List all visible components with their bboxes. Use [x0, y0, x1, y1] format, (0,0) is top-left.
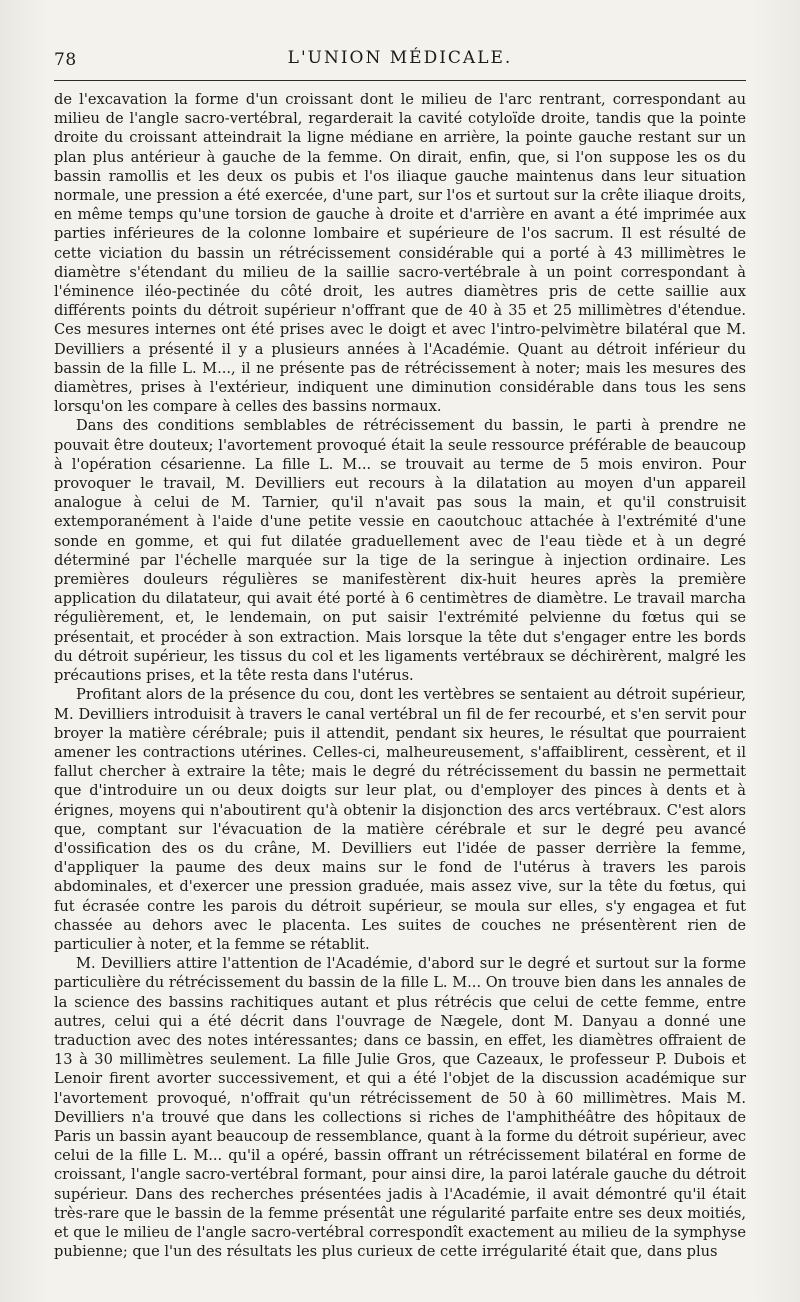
page-number: 78: [54, 50, 77, 70]
header-rule: [54, 80, 746, 81]
paragraph-4: M. Devilliers attire l'attention de l'Académie, d'abord sur le degré et surtout sur la forme particulière du rétrécissement du bassin de la fille L. M... On trouve bien dans les annales de la science des bassins rachitiques autant et plus rétrécis que celui de cette femme, entre autres, celui qui a été décrit dans l'ouvrage de Nægele, dont M. Danyau a donné une traduction avec des notes intéressantes; dans ce bassin, en effet, les diamètres offraient de 13 à 30 millimètres seulement. La fille Julie Gros, que Cazeaux, le professeur P. Dubois et Lenoir firent avorter successivement, et qui a été l'objet de la discussion académique sur l'avortement provoqué, n'offrait qu'un rétrécissement de 50 à 60 millimètres. Mais M. Devilliers n'a trouvé que dans les collections si riches de l'amphithéâtre des hôpitaux de Paris un bassin ayant beaucoup de ressemblance, quant à la forme du détroit supérieur, avec celui de la fille L. M... qu'il a opéré, bassin offrant un rétrécissement bilatéral en forme de croissant, l'angle sacro-vertébral formant, pour ainsi dire, la paroi latérale gauche du détroit supérieur. Dans des recherches présentées jadis à l'Académie, il avait démontré qu'il était très-rare que le bassin de la femme présentât une régularité parfaite entre ses deux moitiés, et que le milieu de l'angle sacro-vertébral correspondît exactement au milieu de la symphyse pubienne; que l'un des résultats les plus curieux de cette irrégularité était que, dans plus: [54, 955, 746, 1261]
page-header: [54, 46, 746, 74]
running-title: L'UNION MÉDICALE.: [287, 48, 513, 68]
paragraph-3: Profitant alors de la présence du cou, dont les vertèbres se sentaient au détroit supérieur, M. Devilliers introduisit à travers le canal vertébral un fil de fer recourbé, et s'en servit pour broyer la matière cérébrale; puis il attendit, pendant six heures, le résultat que pourraient amener les contractions utérines. Celles-ci, malheureusement, s'affaiblirent, cessèrent, et il fallut chercher à extraire la tête; mais le degré du rétrécissement du bassin ne permettait que d'introduire un ou deux doigts sur leur plat, ou d'employer des pinces à dents et à érignes, moyens qui n'aboutirent qu'à obtenir la disjonction des arcs vertébraux. C'est alors que, comptant sur l'évacuation de la matière cérébrale et sur le degré peu avancé d'ossification des os du crâne, M. Devilliers eut l'idée de passer derrière la femme, d'appliquer la paume des deux mains sur le fond de l'utérus à travers les parois abdominales, et d'exercer une pression graduée, mais assez vive, sur la tête du fœtus, qui fut écrasée contre les parois du détroit supérieur, se moula sur elles, s'y engagea et fut chassée au dehors avec le placenta. Les suites de couches ne présentèrent rien de particulier à noter, et la femme se rétablit.: [54, 686, 746, 953]
article-body: [54, 90, 746, 1261]
paragraph-2: Dans des conditions semblables de rétrécissement du bassin, le parti à prendre ne pouvait être douteux; l'avortement provoqué était la seule ressource préférable de beaucoup à l'opération césarienne. La fille L. M... se trouvait au terme de 5 mois environ. Pour provoquer le travail, M. Devilliers eut recours à la dilatation au moyen d'un appareil analogue à celui de M. Tarnier, qu'il n'avait pas sous la main, et qu'il construisit extemporanément à l'aide d'une petite vessie en caoutchouc attachée à l'extrémité d'une sonde en gomme, et qui fut dilatée graduellement avec de l'eau tiède et à un degré déterminé par l'échelle marquée sur la tige de la seringue à injection ordinaire. Les premières douleurs régulières se manifestèrent dix-huit heures après la première application du dilatateur, qui avait été porté à 6 centimètres de diamètre. Le travail marcha régulièrement, et, le lendemain, on put saisir l'extrémité pelvienne du fœtus qui se présentait, et procéder à son extraction. Mais lorsque la tête dut s'engager entre les bords du détroit supérieur, les tissus du col et les ligaments vertébraux se déchirèrent, malgré les précautions prises, et la tête resta dans l'utérus.: [54, 417, 746, 685]
paragraph-1: de l'excavation la forme d'un croissant dont le milieu de l'arc rentrant, correspondant au milieu de l'angle sacro-vertébral, regarderait la cavité cotyloïde droite, tandis que la pointe droite du croissant atteindrait la ligne médiane en arrière, la pointe gauche restant sur un plan plus antérieur à gauche de la femme. On dirait, enfin, que, si l'on suppose les os du bassin ramollis et les deux os pubis et l'os iliaque gauche maintenus dans leur situation normale, une pression a été exercée, d'une part, sur l'os et surtout sur la crête iliaque droits, en même temps qu'une torsion de gauche à droite et d'arrière en avant a été imprimée aux parties inférieures de la colonne lombaire et supérieure de l'os sacrum. Il est résulté de cette viciation du bassin un rétrécissement considérable qui a porté à 43 millimètres le diamètre s'étendant du milieu de la saillie sacro-vertébrale à un point correspondant à l'éminence iléo-pectinée du côté droit, les autres diamètres pris de cette saillie aux différents points du détroit supérieur n'offrant que de 40 à 35 et 25 millimètres d'étendue. Ces mesures internes ont été prises avec le doigt et avec l'intro-pelvimètre bilatéral que M. Devilliers a présenté il y a plusieurs années à l'Académie. Quant au détroit inférieur du bassin de la fille L. M..., il ne présente pas de rétrécissement à noter; mais les mesures des diamètres, prises à l'extérieur, indiquent une diminution considérable dans tous les sens lorsqu'on les compare à celles des bassins normaux.: [54, 91, 746, 416]
